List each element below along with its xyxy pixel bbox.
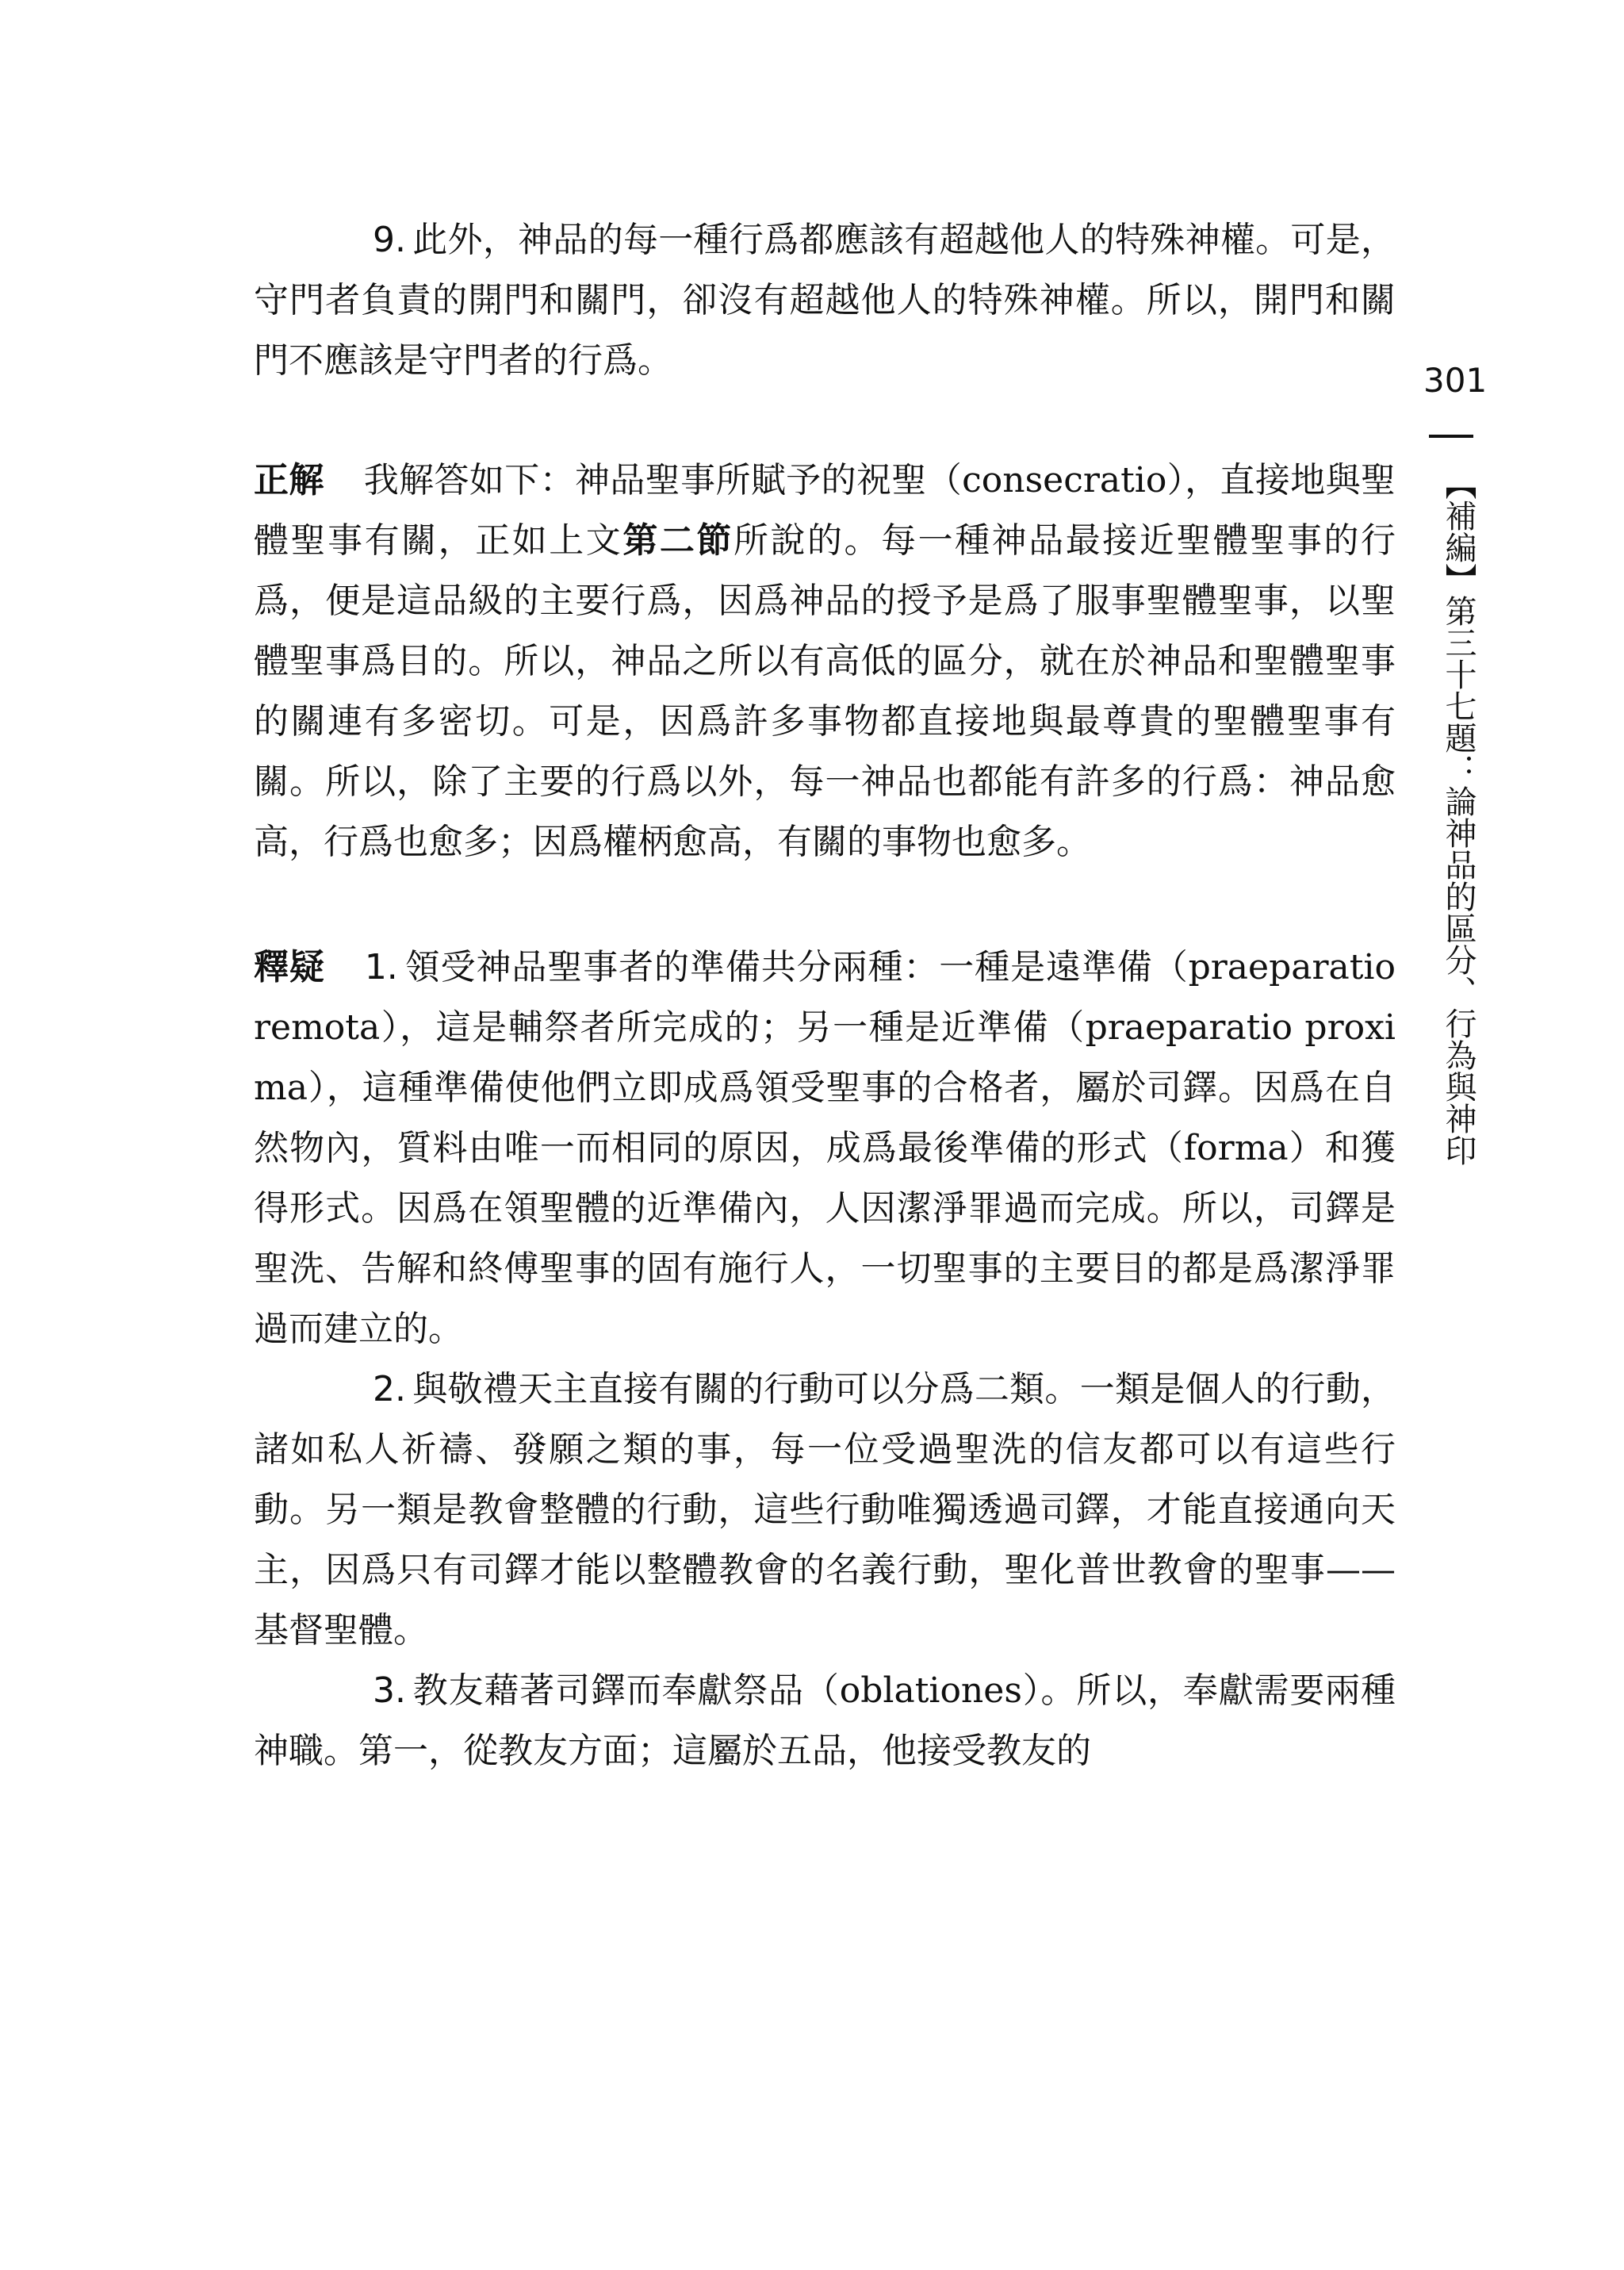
response-section-reference: 第二節	[622, 520, 733, 561]
reply-3-text: 教友藉著司鐸而奉獻祭品（oblationes）。所以，奉獻需要兩種神職。第一，從教友方面；這屬於五品，他接受教友的	[254, 1670, 1396, 1771]
reply-1-text: 領受神品聖事者的準備共分兩種：一種是遠準備（praeparatio remota），這是輔祭者所完成的；另一種是近準備（praeparatio proxima），這種準備使他們立即成爲領受聖事的合格者，屬於司鐸。因爲在自然物內，質料由唯一而相同的原因，成爲最後準備的形式（forma）和獲得形式。因爲在領聖體的近準備內，人因潔淨罪過而完成。所以，司鐸是聖洗、告解和終傅聖事的固有施行人，一切聖事的主要目的都是爲潔淨罪過而建立的。	[254, 947, 1396, 1349]
running-head: 【補編】第三十七題：論神品的區分、行為與神印	[1440, 468, 1477, 1166]
response-heading: 正解	[254, 460, 324, 500]
response-text-b: 所說的。每一種神品最接近聖體聖事的行爲，便是這品級的主要行爲，因爲神品的授予是爲了服事聖體聖事，以聖體聖事爲目的。所以，神品之所以有高低的區分，就在於神品和聖體聖事的關連有多密切。可是，因爲許多事物都直接地與最尊貴的聖體聖事有關。所以，除了主要的行爲以外，每一神品也都能有許多的行爲：神品愈高，行爲也愈多；因爲權柄愈高，有關的事物也愈多。	[254, 520, 1396, 862]
reply-2-number: 2.	[373, 1369, 406, 1409]
reply-2-paragraph	[254, 1359, 1396, 1661]
paragraph-spacer	[254, 872, 1396, 938]
objection-9-paragraph	[254, 210, 1396, 391]
objection-9-text: 此外，神品的每一種行爲都應該有超越他人的特殊神權。可是，守門者負責的開門和關門，卻沒有超越他人的特殊神權。所以，開門和關門不應該是守門者的行爲。	[254, 220, 1396, 381]
replies-heading: 釋疑	[254, 947, 325, 987]
reply-2-text: 與敬禮天主直接有關的行動可以分爲二類。一類是個人的行動，諸如私人祈禱、發願之類的事，每一位受過聖洗的信友都可以有這些行動。另一類是教會整體的行動，這些行動唯獨透過司鐸，才能直接通向天主，因爲只有司鐸才能以整體教會的名義行動，聖化普世教會的聖事——基督聖體。	[254, 1369, 1396, 1651]
response-paragraph	[254, 451, 1396, 872]
reply-3-paragraph	[254, 1661, 1396, 1781]
reply-1-paragraph	[254, 938, 1396, 1359]
reply-1-number: 1.	[364, 947, 398, 987]
response-text-a: 我解答如下：神品聖事所賦予的祝聖（consecratio），直接地與聖體聖事有關，正如上文	[254, 460, 1396, 561]
running-head-rule	[1429, 435, 1473, 438]
reply-3-number: 3.	[373, 1670, 406, 1711]
objection-9-number: 9.	[373, 220, 406, 260]
page-body	[254, 210, 1396, 1781]
page-number: 301	[1423, 361, 1488, 400]
paragraph-spacer	[254, 391, 1396, 451]
